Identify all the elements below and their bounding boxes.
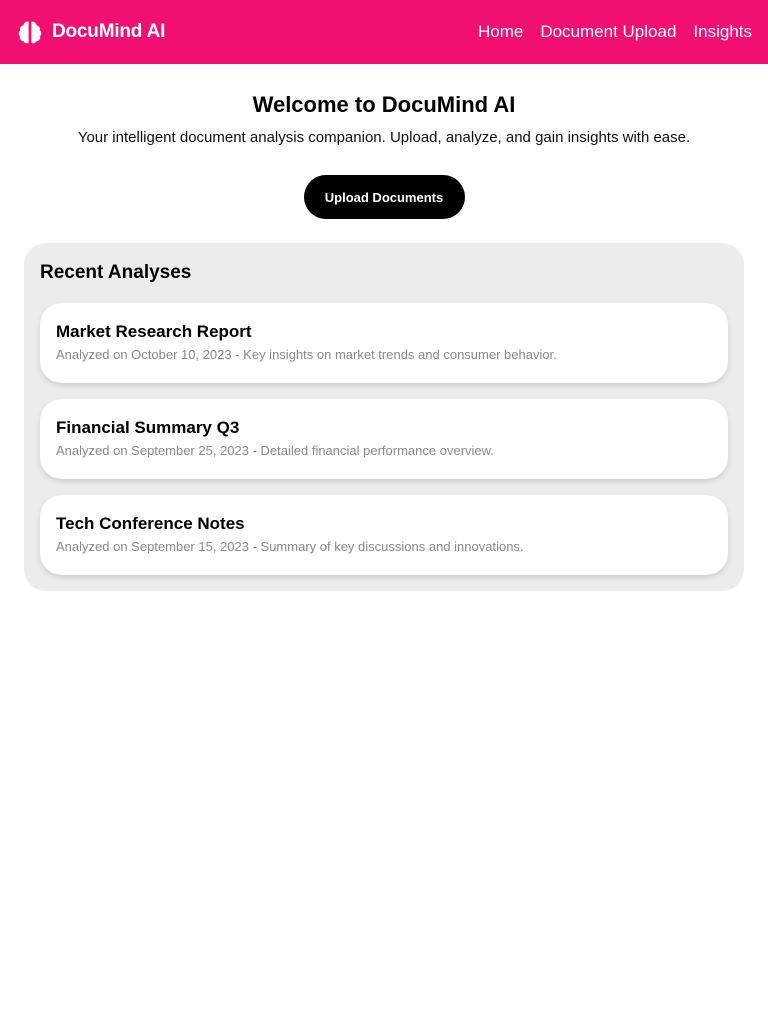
brand[interactable] xyxy=(16,18,165,46)
hero-section xyxy=(0,64,768,219)
nav-link-home[interactable]: Home xyxy=(477,22,524,41)
nav-link-insights[interactable]: Insights xyxy=(693,22,752,41)
recent-analyses-title: Recent Analyses xyxy=(40,262,192,283)
analysis-card-description: Analyzed on October 10, 2023 - Key insights on market trends and consumer behavior. xyxy=(56,347,557,362)
nav-links xyxy=(478,22,752,42)
analysis-list xyxy=(40,303,728,575)
analysis-card[interactable] xyxy=(40,303,728,383)
recent-analyses-panel xyxy=(24,243,744,591)
upload-documents-button[interactable]: Upload Documents xyxy=(304,175,465,219)
nav-link-document-upload[interactable]: Document Upload xyxy=(540,22,677,41)
analysis-card-description: Analyzed on September 15, 2023 - Summary of key discussions and innovations. xyxy=(56,539,524,554)
analysis-card[interactable] xyxy=(40,495,728,575)
analysis-card[interactable] xyxy=(40,399,728,479)
analysis-card-title: Financial Summary Q3 xyxy=(56,418,240,437)
page-title: Welcome to DocuMind AI xyxy=(252,92,516,117)
analysis-card-title: Market Research Report xyxy=(56,322,252,341)
navbar xyxy=(0,0,768,64)
brand-name: DocuMind AI xyxy=(52,21,166,42)
page-subtitle: Your intelligent document analysis companion. Upload, analyze, and gain insights with ease. xyxy=(77,129,691,146)
analysis-card-description: Analyzed on September 25, 2023 - Detailed financial performance overview. xyxy=(56,443,494,458)
analysis-card-title: Tech Conference Notes xyxy=(56,514,245,533)
brain-icon xyxy=(16,18,44,46)
